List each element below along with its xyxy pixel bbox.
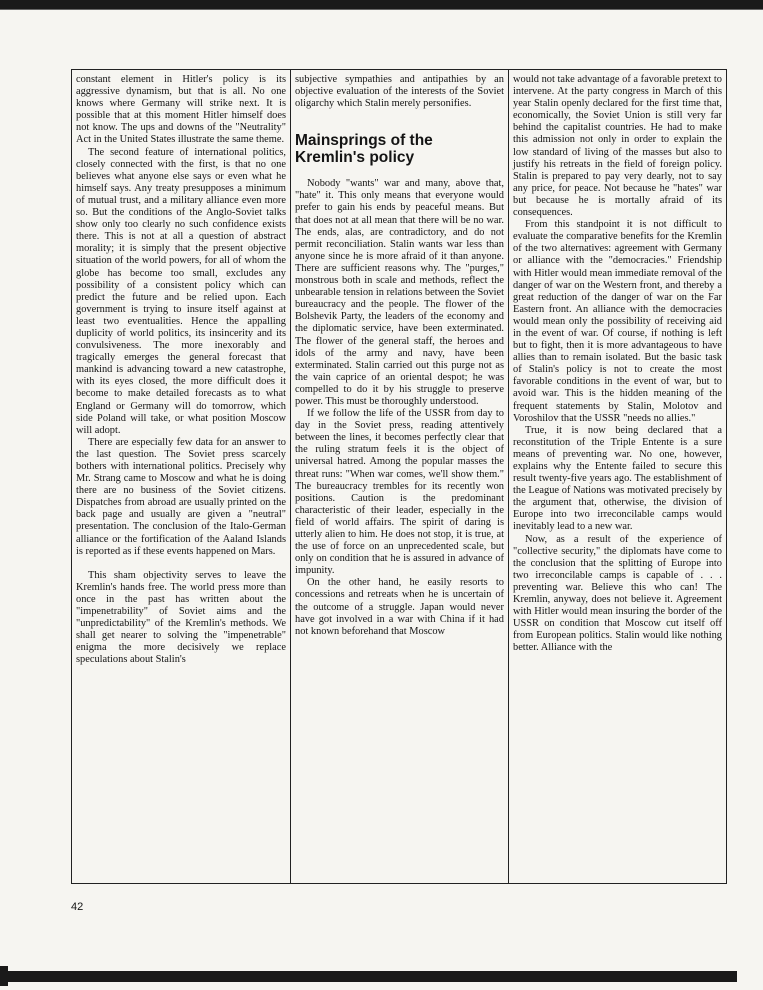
col1-paragraph-4: This sham objectivity serves to leave the Kremlin's hands free. The world press more than once in the past has written about the "impenetrability" of Soviet aims and the "unpredictability" of the Kremlin's methods. We shall get nearer to solving the "impenetrable" enigma the more decisively we replace speculations about Stalin's [76, 569, 286, 666]
col3-paragraph-3: True, it is now being declared that a reconstitution of the Triple Entente is a sure means of preventing war. No one, however, explains why the Entente failed to secure this result twenty-five years ago. The establishment of the League of Nations was motivated precisely by the argument that, otherwise, the division of Europe into two irreconcilable camps would inevitably lead to a new war. [513, 424, 722, 533]
col3-paragraph-4: Now, as a result of the experience of "collective security," the diplomats have come to the conclusion that the splitting of Europe into two irreconcilable camps is capable of . . . preventing war. Believe this who can! The Kremlin, anyway, does not believe it. Agreement with Hitler would mean insuring the border of the USSR on condition that Moscow cut itself off from European politics. Stalin would like nothing better. Alliance with the [513, 533, 722, 654]
page-number: 42 [71, 901, 84, 913]
col2-paragraph-2: Nobody "wants" war and many, above that, "hate" it. This only means that everyone would prefer to gain his ends by peaceful means. But that does not at all mean that there will be no war. The ends, alas, are contradictory, and do not permit reconciliation. Stalin wants war less than anyone since he is more afraid of it than anyone. There are sufficient reasons why. The "purges," monstrous both in scale and methods, reflect the unbearable tension in relations between the Soviet bureaucracy and the people. The flower of the Bolshevik Party, the leaders of the economy and the diplomatic service, have been exterminated. The flower of the general staff, the heroes and idols of the army and navy, have been exterminated. Stalin carried out this purge not as the vain caprice of an oriental despot; he was compelled to do it by his struggle to preserve power. This must be thoroughly understood. [295, 178, 504, 407]
bottom-rule [0, 971, 737, 982]
col3-paragraph-1: would not take advantage of a favorable pretext to intervene. At the party congress in March of this year Stalin openly declared for the first time that, economically, the Soviet Union is still very far behind the capitalist countries. He had to make this admission not only in order to explain the low standard of living of the masses but also to justify his retreats in the field of foreign policy. Stalin is prepared to pay very dearly, not to say any price, for peace. Not because he "hates" war but because he is mortally afraid of its consequences. [513, 74, 722, 219]
col1-paragraph-2: The second feature of international politics, closely connected with the first, is that no one believes what anyone else says or even what he himself says. Any treaty presupposes a minimum of mutual trust, and a military alliance even more so. But the conditions of the Anglo-Soviet talks show only too clearly no such confidence exists there. This is not at all a question of abstract morality; it is simply that the present objective situation of the world powers, for all of whom the globe has become too small, excludes any possibility of a consistent policy which can predict the future and be relied upon. Each government is trying to insure itself against at least two eventualities. Hence the appalling duplicity of world politics, its insincerity and its convulsiveness. The more inexorably and tragically emerges the general forecast that mankind is advancing toward a new catastrophe, with its eyes closed, the more difficult does it become to make detailed forecasts as to what England or Germany will do tomorrow, which side Poland will take, or what position Moscow will adopt. [76, 146, 286, 436]
col2-paragraph-1: subjective sympathies and antipathies by an objective evaluation of the interests of the Soviet oligarchy which Stalin merely personifies. [295, 74, 504, 110]
section-heading: Mainsprings of the Kremlin's policy [295, 132, 433, 167]
col1-paragraph-3: There are especially few data for an answer to the last question. The Soviet press scarcely bothers with international politics. Precisely why Mr. Strang came to Moscow and what he is doing there are no business of the Soviet citizens. Dispatches from abroad are usually printed on the back page and usually are given a "neutral" presentation. The conclusion of the Italo-German alliance or the fortification of the Aaland Islands is reported as if these events happened on Mars. [76, 436, 286, 557]
col1-paragraph-1: constant element in Hitler's policy is its aggressive dynamism, but that is all. No one knows where Germany will strike next. It is possible that at this moment Hitler himself does not know. The ups and downs of the "Neutrality" Act in the United States illustrate the same theme. [76, 74, 286, 146]
top-rule [0, 0, 763, 9]
col2-paragraph-3: If we follow the life of the USSR from day to day in the Soviet press, reading attentively between the lines, it becomes perfectly clear that the ruling stratum feels it is the object of universal hatred. Among the popular masses the threat runs: "When war comes, we'll show them." The bureaucracy trembles for its recently won positions. Caution is the predominant characteristic of their leader, especially in the field of world affairs. The spirit of daring is utterly alien to him. He does not stop, it is true, at the use of force on an unprecedented scale, but only on condition that he is assured in advance of impunity. [295, 408, 504, 577]
top-rule-thin [0, 9, 763, 10]
column-2 [290, 70, 508, 883]
col2-paragraph-4: On the other hand, he easily resorts to concessions and retreats when he is uncertain of the outcome of a struggle. Japan would never have got involved in a war with China if it had not known beforehand that Moscow [295, 577, 504, 637]
article-columns [71, 69, 727, 884]
column-3 [508, 70, 726, 883]
col3-paragraph-2: From this standpoint it is not difficult to evaluate the comparative benefits for the Kremlin of the two alternatives: agreement with Germany or alliance with the "democracies." Friendship with Hitler would mean immediate removal of the danger of war on the Western front, and thereby a great reduction of the danger of war on the Far Eastern front. An alliance with the democracies would mean only the possibility of receiving aid in the event of war. Of course, if nothing is left but to fight, then it is more advantageous to have allies than to remain isolated. But the basic task of Stalin's policy is not to create the most favorable conditions in the event of war, but to avoid war. This is the hidden meaning of the frequent statements by Stalin, Molotov and Voroshilov that the USSR "needs no allies." [513, 219, 722, 424]
column-1 [72, 70, 290, 883]
